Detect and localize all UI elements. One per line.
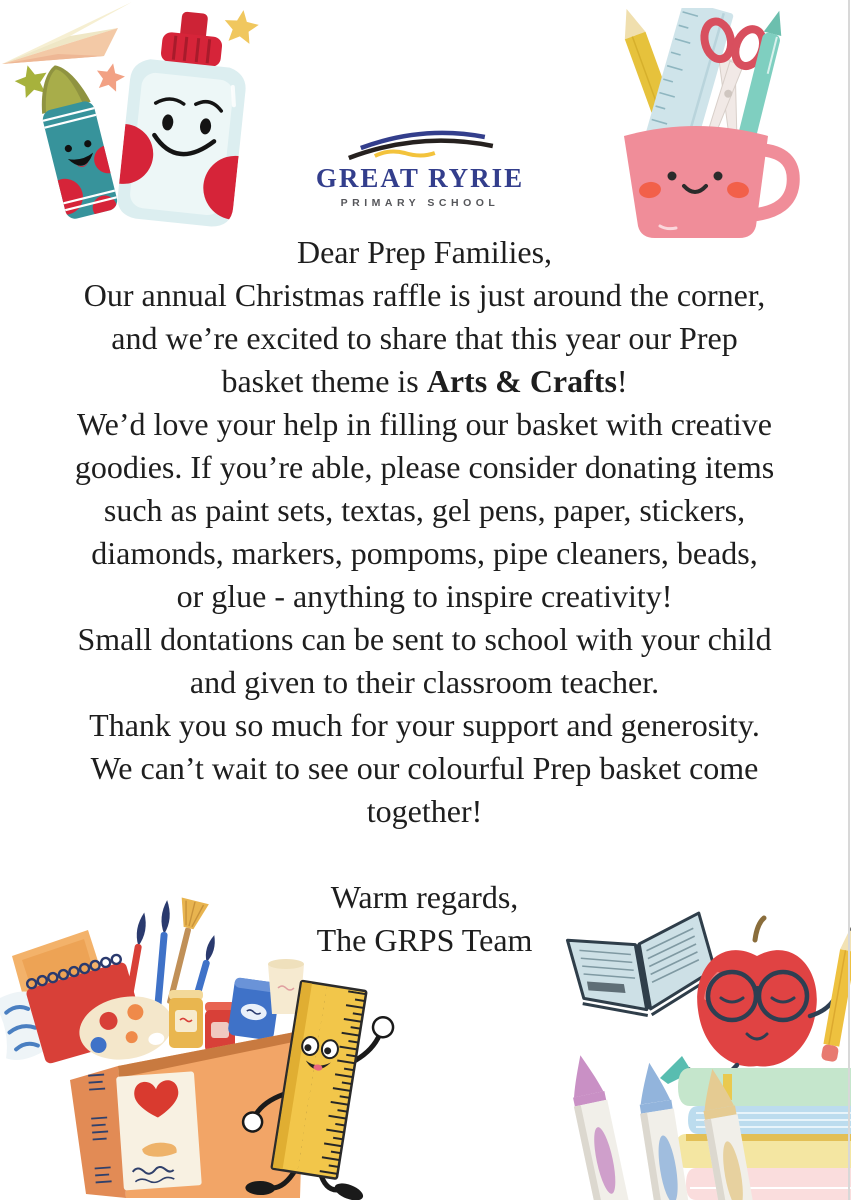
donation-label [116,1071,202,1190]
school-name: GREAT RYRIE [315,163,525,193]
logo-swoosh-icon [345,124,495,162]
blank-line [0,833,849,876]
signoff-line: Warm regards, [330,879,519,915]
pencil-icon [821,922,851,1063]
crayon-icon [564,1052,633,1200]
letter-text: basket theme is [221,363,427,399]
star-icon [93,60,127,92]
book-stack-icon [675,1068,851,1200]
letter-line: and we’re excited to share that this year our Prep [111,320,738,356]
letter-line: together! [366,793,483,829]
letter-body [0,231,849,962]
letter-line: diamonds, markers, pompoms, pipe cleaners, beads, [91,535,758,571]
letter-line: We’d love your help in filling our basket with creative [77,406,772,442]
top-right-illustration [600,8,800,243]
letter-line: such as paint sets, textas, gel pens, paper, stickers, [103,492,746,528]
top-left-illustration [0,0,270,248]
letter-line: We can’t wait to see our colourful Prep basket come [90,750,759,786]
paint-jar-icon [169,990,203,1048]
star-icon [222,8,261,45]
letter-line [0,360,849,403]
letter-line: or glue - anything to inspire creativity! [176,578,673,614]
letter-line: Our annual Christmas raffle is just around the corner, [83,277,766,313]
paper-airplane-icon [2,2,132,64]
letter-line: goodies. If you’re able, please consider donating items [74,449,775,485]
basket-theme-bold: Arts & Crafts [426,363,617,399]
letter-line: Small dontations can be sent to school with your child [77,621,772,657]
school-type: PRIMARY SCHOOL [340,197,500,209]
bottom-right-illustration [540,878,851,1200]
signoff-line: The GRPS Team [316,922,533,958]
letter-line: and given to their classroom teacher. [189,664,660,700]
school-logo [316,124,524,209]
mug-icon [624,126,793,238]
bottom-left-illustration [0,890,415,1200]
page-edge-line [848,0,850,1200]
letter-line: Thank you so much for your support and generosity. [89,707,760,743]
letter-greeting: Dear Prep Families, [296,234,553,270]
letter-text: ! [616,363,628,399]
